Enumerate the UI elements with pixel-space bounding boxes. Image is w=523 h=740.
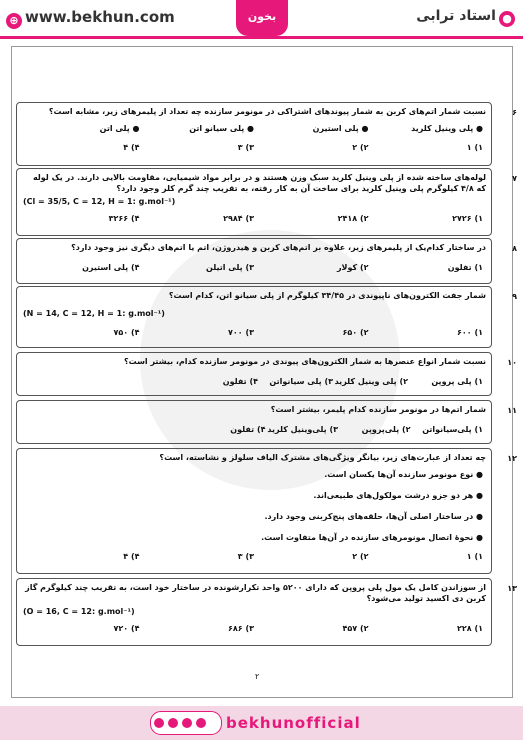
formula: (N = 14, C = 12, H = 1: g.mol⁻¹) [23, 309, 165, 318]
aparat-icon[interactable] [196, 718, 206, 728]
question-11 [16, 400, 517, 444]
option-3[interactable]: ۳) پلی سیانواتن [269, 377, 333, 386]
option-3[interactable]: ۳) ۷۰۰ [228, 328, 254, 337]
question-number: ۹ [512, 292, 517, 301]
social-handle[interactable]: bekhunofficial [226, 714, 361, 732]
question-number: ۷ [512, 174, 517, 183]
option-2[interactable]: ۲) ۲۴۱۸ [337, 214, 369, 223]
option-1[interactable]: ۱) ۲۲۸ [457, 624, 483, 633]
question-text: در ساختار کدام‌یک از پلیمرهای زیر، علاوه بر اتم‌های کربن و هیدروژن، اتم یا اتم‌های دیگری نیز وجود دارد؟ [71, 243, 486, 252]
question-number: ۱۲ [507, 454, 517, 463]
question-6 [16, 102, 517, 166]
question-8 [16, 238, 517, 284]
option-4[interactable]: ۴) تفلون [230, 425, 266, 434]
option-4[interactable]: ۴) ۴ [123, 552, 140, 561]
option-3[interactable]: ۳) ۲۹۸۴ [223, 214, 254, 223]
formula: (O = 16, C = 12: g.mol⁻¹) [23, 607, 135, 616]
options-row [175, 367, 491, 389]
page-number: ۲ [255, 672, 260, 681]
option-3[interactable]: ۳) پلی‌وینیل کلرید [267, 425, 338, 434]
question-9 [16, 286, 517, 348]
option-4[interactable]: ۴) ۴ [123, 143, 140, 152]
option-4[interactable]: ۴) ۷۵۰ [113, 328, 140, 337]
bullet-item: پلی سیانو اتن [189, 124, 245, 133]
options-row [17, 209, 491, 226]
site-url[interactable]: ⊕ www.bekhun.com [6, 8, 175, 29]
options-row [17, 253, 491, 275]
question-10 [16, 352, 517, 396]
option-2[interactable]: ۲) کولار [336, 263, 369, 272]
options-row [17, 136, 491, 155]
option-2[interactable]: ۲) پلی‌پروپن [361, 425, 411, 434]
question-number: ۱۱ [507, 406, 517, 415]
youtube-icon[interactable] [168, 718, 178, 728]
option-4[interactable]: ۴) تفلون [222, 377, 258, 386]
option-3[interactable]: ۳) ۳ [237, 143, 254, 152]
telegram-icon[interactable] [182, 718, 192, 728]
bullet-row: ● پلی وینیل کلرید ● پلی استیرن ● پلی سیانو اتن ● پلی اتن [99, 124, 483, 133]
option-2[interactable]: ۲) ۶۵۰ [342, 328, 369, 337]
question-text: شمار جفت الکترون‌های ناپیوندی در ۳۴/۴۵ کیلوگرم از پلی سیانو اتن، کدام است؟ [168, 291, 486, 300]
option-1[interactable]: ۱) ۲۷۲۶ [452, 214, 483, 223]
social-icons[interactable] [150, 711, 222, 735]
question-text: از سوزاندن کامل یک مول پلی پروپن که دارای ۵۲۰۰ واحد تکرارشونده در ساختار خود است، به تقریب چند کیلوگرم گاز کربن دی اکسید تولید می‌شود؟ [25, 583, 486, 603]
option-4[interactable]: ۴) ۷۲۰ [113, 624, 140, 633]
options-row [17, 321, 491, 340]
statement-3: ● در ساختار اصلی آن‌ها، حلقه‌های پنج‌کربنی وجود دارد. [264, 512, 483, 521]
question-number: ۸ [512, 244, 517, 253]
formula: (Cl = 35/5, C = 12, H = 1: g.mol⁻¹) [23, 197, 176, 206]
statement-1: ● نوع مونومر سازنده آن‌ها یکسان است. [324, 470, 483, 479]
option-2[interactable]: ۲) ۲ [352, 143, 369, 152]
option-2[interactable]: ۲) پلی وینیل کلرید [334, 377, 408, 386]
globe-icon: ⊕ [6, 13, 22, 29]
teacher-name: ●استاد ترابی [416, 8, 515, 27]
option-1[interactable]: ۱) ۱ [466, 143, 483, 152]
question-text: نسبت شمار اتم‌های کربن به شمار پیوندهای اشتراکی در مونومر سازنده چه تعداد از پلیمرهای زیر، مشابه است؟ [48, 107, 486, 116]
user-icon: ● [499, 11, 515, 27]
question-text: نسبت شمار انواع عنصرها به شمار الکترون‌های پیوندی در مونومر سازنده کدام، بیشتر است؟ [123, 357, 486, 366]
question-number: ۱۳ [507, 584, 517, 593]
statement-2: ● هر دو جزو درشت مولکول‌های طبیعی‌اند. [313, 491, 483, 500]
question-text: لوله‌های ساخته شده از پلی وینیل کلرید سبک وزن هستند و در برابر مواد شیمیایی، مقاومت بالایی دارند. در یک لوله که ۴/۸ کیلوگرم پلی وینیل کلرید برای ساخت آن به کار رفته، به تقریب چند گرم کلر وجود دارد؟ [32, 173, 486, 193]
statement-4: ● نحوهٔ اتصال مونومرهای سازنده در آن‌ها متفاوت است. [261, 533, 483, 542]
brand-logo: بخون [236, 0, 288, 36]
option-1[interactable]: ۱) پلی‌سیانواتن [422, 425, 483, 434]
option-2[interactable]: ۲) ۲ [352, 552, 369, 561]
option-1[interactable]: ۱) ۶۰۰ [457, 328, 483, 337]
option-3[interactable]: ۳) ۶۸۶ [228, 624, 254, 633]
option-4[interactable]: ۴) پلی استیرن [82, 263, 140, 272]
options-row [185, 415, 491, 437]
option-1[interactable]: ۱) پلی پروپن [431, 377, 483, 386]
question-12 [16, 448, 517, 574]
options-row [17, 619, 491, 636]
question-number: ۱۰ [507, 358, 517, 367]
page-footer [0, 706, 523, 740]
option-4[interactable]: ۴) ۳۲۶۶ [108, 214, 140, 223]
question-13 [16, 578, 517, 646]
question-number: ۶ [512, 108, 517, 117]
page-header [0, 0, 523, 36]
option-3[interactable]: ۳) پلی اتیلن [206, 263, 254, 272]
question-text: شمار اتم‌ها در مونومر سازنده کدام پلیمر، بیشتر است؟ [270, 405, 486, 414]
question-7 [16, 168, 517, 236]
bullet-item: پلی وینیل کلرید [411, 124, 474, 133]
question-text: چه تعداد از عبارت‌های زیر، بیانگر ویژگی‌های مشترک الیاف سلولز و نشاسته، است؟ [159, 453, 486, 462]
instagram-icon[interactable] [154, 718, 164, 728]
bullet-item: پلی استیرن [312, 124, 359, 133]
bullet-item: پلی اتن [99, 124, 130, 133]
option-1[interactable]: ۱) ۱ [466, 552, 483, 561]
header-divider [0, 36, 523, 39]
options-row [17, 545, 491, 564]
option-1[interactable]: ۱) تفلون [447, 263, 483, 272]
option-3[interactable]: ۳) ۳ [237, 552, 254, 561]
option-2[interactable]: ۲) ۴۵۷ [342, 624, 369, 633]
